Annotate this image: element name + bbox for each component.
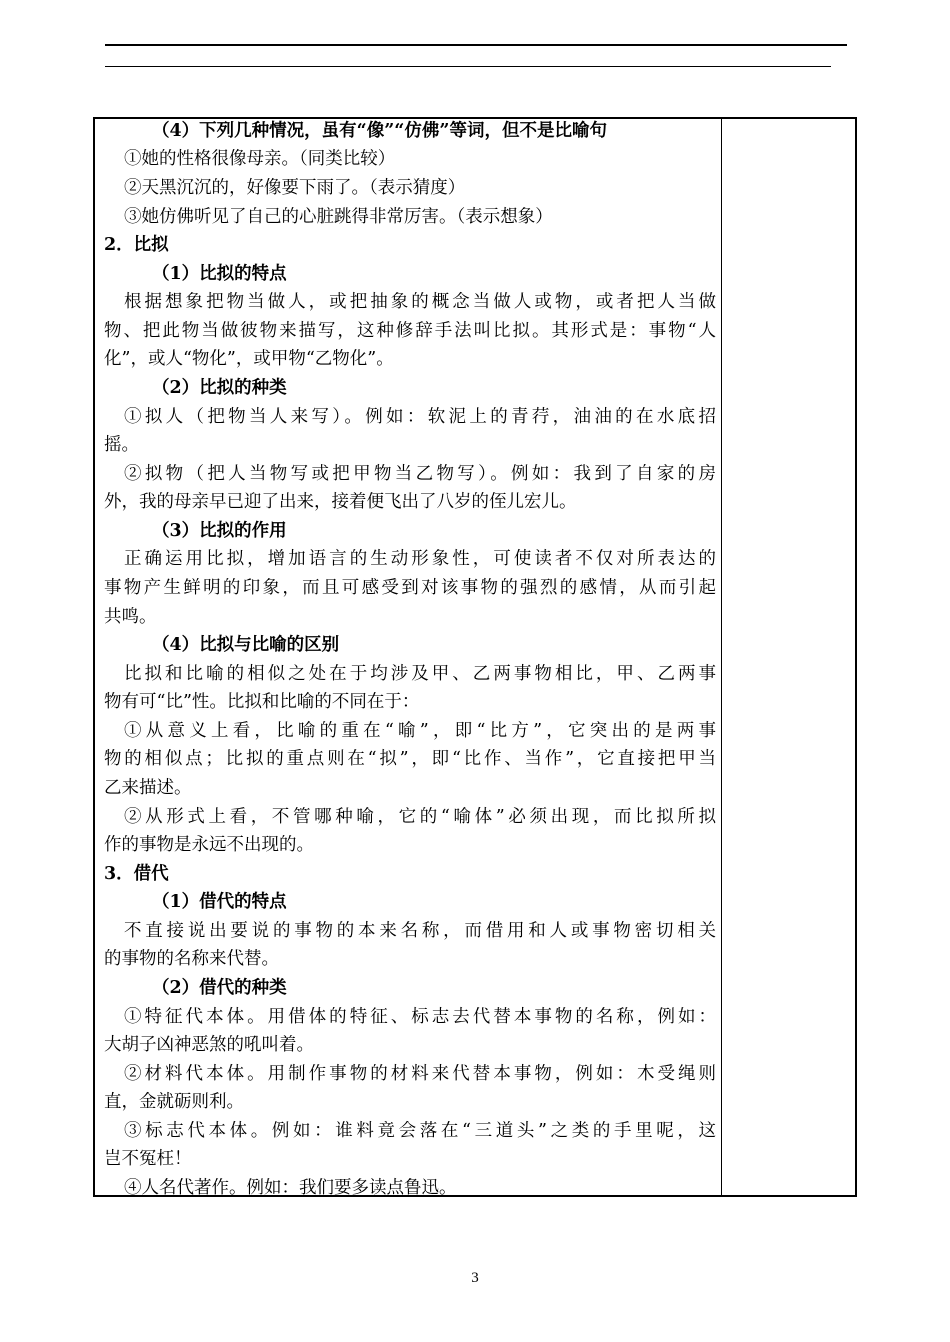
subheading: （4）下列几种情况，虽有“像”“仿佛”等词，但不是比喻句 — [152, 121, 607, 141]
body-line: ②拟物（把人当物写或把甲物当乙物写）。例如：我到了自家的房 — [124, 464, 716, 484]
body-line: 化”，或人“物化”，或甲物“乙物化”。 — [104, 349, 394, 369]
body-line: ②从形式上看，不管哪种喻，它的“喻体”必须出现，而比拟所拟 — [124, 807, 716, 827]
table-column-divider — [721, 117, 722, 1197]
example-line: ①她的性格很像母亲。（同类比较） — [124, 149, 396, 169]
body-line: 的事物的名称来代替。 — [104, 949, 279, 969]
subheading: （1）借代的特点 — [152, 892, 287, 912]
page-number: 3 — [471, 1270, 479, 1286]
subheading: （2）借代的种类 — [152, 978, 287, 998]
subheading: （1）比拟的特点 — [152, 264, 287, 284]
body-line: 大胡子凶神恶煞的吼叫着。 — [104, 1035, 314, 1055]
body-line: ④人名代著作。例如：我们要多读点鲁迅。 — [124, 1178, 457, 1198]
body-line: 比拟和比喻的相似之处在于均涉及甲、乙两事物相比，甲、乙两事 — [124, 664, 716, 684]
body-line: 共鸣。 — [104, 607, 157, 627]
body-line: ①特征代本体。用借体的特征、标志去代替本事物的名称，例如： — [124, 1007, 716, 1027]
body-line: 直，金就砺则利。 — [104, 1092, 244, 1112]
body-line: ①从意义上看，比喻的重在“喻”，即“比方”，它突出的是两事 — [124, 721, 716, 741]
body-line: ①拟人（把物当人来写）。例如：软泥上的青荇，油油的在水底招 — [124, 407, 716, 427]
body-line: 外，我的母亲早已迎了出来，接着便飞出了八岁的侄儿宏儿。 — [104, 492, 577, 512]
example-line: ②天黑沉沉的，好像要下雨了。（表示猜度） — [124, 178, 466, 198]
body-line: ②材料代本体。用制作事物的材料来代替本事物，例如：木受绳则 — [124, 1064, 716, 1084]
subheading: （3）比拟的作用 — [152, 521, 287, 541]
body-line: 根据想象把物当做人，或把抽象的概念当做人或物，或者把人当做 — [124, 292, 716, 312]
body-line: 不直接说出要说的事物的本来名称，而借用和人或事物密切相关 — [124, 921, 716, 941]
subheading: （4）比拟与比喻的区别 — [152, 635, 340, 655]
section-heading: 3．借代 — [104, 864, 169, 884]
section-heading: 2．比拟 — [104, 235, 169, 255]
body-line: 乙来描述。 — [104, 778, 192, 798]
header-rule-top — [105, 44, 847, 46]
header-rule-bottom — [105, 66, 831, 67]
body-line: 岂不冤枉！ — [104, 1149, 192, 1169]
body-line: 物有可“比”性。比拟和比喻的不同在于： — [104, 692, 420, 712]
body-line: ③标志代本体。例如：谁料竟会落在“三道头”之类的手里呢，这 — [124, 1121, 716, 1141]
body-line: 事物产生鲜明的印象，而且可感受到对该事物的强烈的感情，从而引起 — [104, 578, 716, 598]
body-line: 正确运用比拟，增加语言的生动形象性，可使读者不仅对所表达的 — [124, 549, 716, 569]
body-line: 作的事物是永远不出现的。 — [104, 835, 314, 855]
body-line: 物、把此物当做彼物来描写，这种修辞手法叫比拟。其形式是：事物“人 — [104, 321, 716, 341]
example-line: ③她仿佛听见了自己的心脏跳得非常厉害。（表示想象） — [124, 207, 553, 227]
subheading: （2）比拟的种类 — [152, 378, 287, 398]
body-line: 摇。 — [104, 435, 139, 455]
body-line: 物的相似点；比拟的重点则在“拟”，即“比作、当作”，它直接把甲当 — [104, 749, 716, 769]
